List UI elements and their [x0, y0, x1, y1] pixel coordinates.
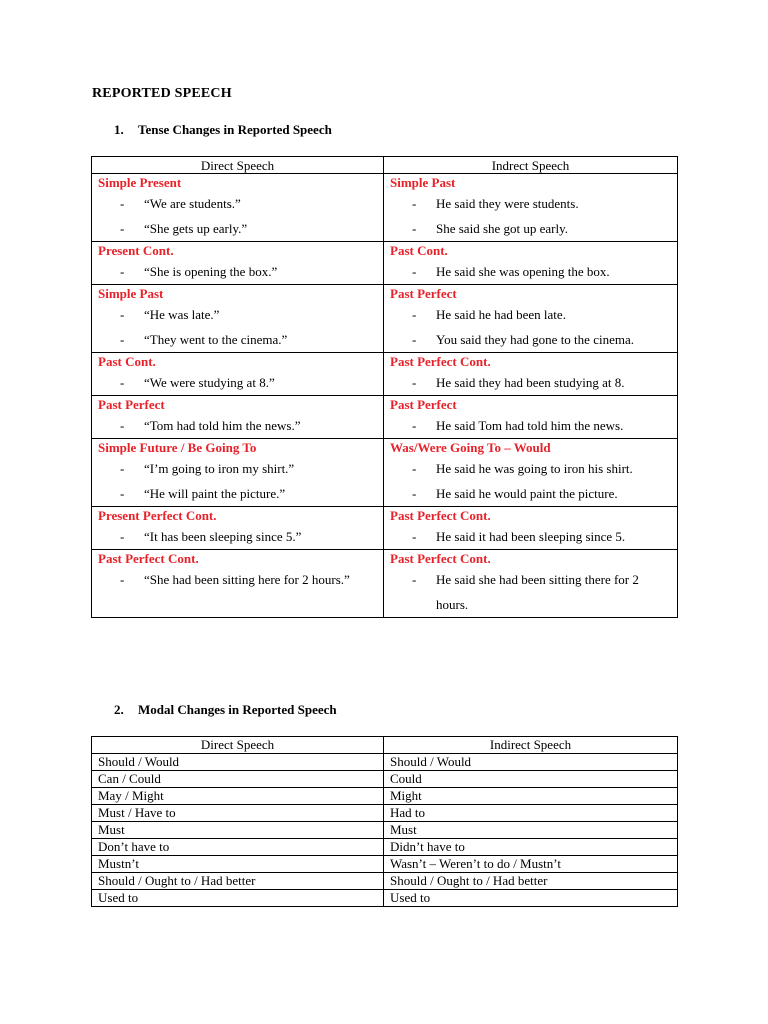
- example-text: He said it had been sleeping since 5.: [436, 529, 626, 544]
- section-2-title: Modal Changes in Reported Speech: [138, 702, 337, 717]
- direct-example-list: [98, 567, 377, 592]
- list-item: [98, 456, 377, 481]
- example-text: You said they had gone to the cinema.: [436, 332, 634, 347]
- section-1-number: 1.: [114, 122, 124, 137]
- bullet-dash: -: [120, 196, 125, 211]
- direct-tense-label: Past Perfect Cont.: [98, 551, 199, 566]
- indirect-tense-label: Past Perfect Cont.: [390, 354, 491, 369]
- example-text: He said he was going to iron his shirt.: [436, 461, 633, 476]
- example-text: “We are students.”: [144, 196, 241, 211]
- example-text: “It has been sleeping since 5.”: [144, 529, 302, 544]
- bullet-dash: -: [412, 486, 417, 501]
- bullet-dash: -: [120, 264, 125, 279]
- indirect-modal-cell: Should / Ought to / Had better: [384, 873, 678, 890]
- table-row: [92, 285, 678, 353]
- bullet-dash: -: [120, 375, 125, 390]
- indirect-example-list: [390, 370, 671, 395]
- direct-tense-label: Present Cont.: [98, 243, 174, 258]
- direct-speech-cell: [92, 174, 384, 242]
- list-item: [98, 413, 377, 438]
- indirect-example-list: [390, 259, 671, 284]
- bullet-dash: -: [412, 264, 417, 279]
- direct-speech-cell: [92, 507, 384, 550]
- list-item: [98, 259, 377, 284]
- direct-modal-cell: May / Might: [92, 788, 384, 805]
- table-row: [92, 771, 678, 788]
- example-text: He said he would paint the picture.: [436, 486, 618, 501]
- direct-example-list: [98, 191, 377, 241]
- list-item: [390, 302, 671, 327]
- indirect-modal-cell: Wasn’t – Weren’t to do / Mustn’t: [384, 856, 678, 873]
- direct-modal-cell: Don’t have to: [92, 839, 384, 856]
- example-text: “I’m going to iron my shirt.”: [144, 461, 295, 476]
- table-row: [92, 550, 678, 618]
- direct-speech-cell: [92, 396, 384, 439]
- table-row: [92, 353, 678, 396]
- direct-modal-cell: Must / Have to: [92, 805, 384, 822]
- section-2-heading: [114, 702, 337, 718]
- bullet-dash: -: [412, 461, 417, 476]
- indirect-modal-cell: Had to: [384, 805, 678, 822]
- table-row: [92, 856, 678, 873]
- list-item: [98, 216, 377, 241]
- direct-speech-cell: [92, 242, 384, 285]
- direct-modal-cell: Can / Could: [92, 771, 384, 788]
- bullet-dash: -: [120, 529, 125, 544]
- direct-example-list: [98, 370, 377, 395]
- example-text: “He was late.”: [144, 307, 220, 322]
- indirect-speech-cell: [384, 396, 678, 439]
- direct-tense-label: Present Perfect Cont.: [98, 508, 217, 523]
- table-row: [92, 805, 678, 822]
- table-row: [92, 754, 678, 771]
- section-1-heading: [114, 122, 332, 138]
- bullet-dash: -: [412, 529, 417, 544]
- list-item: [390, 524, 671, 549]
- direct-modal-cell: Used to: [92, 890, 384, 907]
- bullet-dash: -: [120, 221, 125, 236]
- indirect-modal-cell: Didn’t have to: [384, 839, 678, 856]
- bullet-dash: -: [412, 418, 417, 433]
- indirect-modal-cell: Should / Would: [384, 754, 678, 771]
- indirect-modal-cell: Could: [384, 771, 678, 788]
- indirect-speech-cell: [384, 353, 678, 396]
- indirect-tense-label: Simple Past: [390, 175, 456, 190]
- indirect-speech-cell: [384, 285, 678, 353]
- tense-table-header-row: [92, 157, 678, 174]
- example-text: “Tom had told him the news.”: [144, 418, 301, 433]
- bullet-dash: -: [412, 572, 417, 587]
- indirect-example-list: [390, 413, 671, 438]
- table-row: [92, 439, 678, 507]
- direct-modal-cell: Mustn’t: [92, 856, 384, 873]
- table-row: [92, 822, 678, 839]
- direct-speech-cell: [92, 285, 384, 353]
- indirect-example-list: [390, 456, 671, 506]
- list-item: [390, 456, 671, 481]
- indirect-tense-label: Past Perfect: [390, 286, 457, 301]
- indirect-tense-label: Past Perfect: [390, 397, 457, 412]
- direct-speech-cell: [92, 353, 384, 396]
- list-item: [98, 302, 377, 327]
- direct-modal-cell: Should / Ought to / Had better: [92, 873, 384, 890]
- indirect-modal-cell: Must: [384, 822, 678, 839]
- indirect-speech-cell: [384, 439, 678, 507]
- bullet-dash: -: [120, 572, 125, 587]
- table-row: [92, 396, 678, 439]
- modal-table-header-row: [92, 737, 678, 754]
- list-item: [390, 191, 671, 216]
- bullet-dash: -: [120, 461, 125, 476]
- example-text: “She is opening the box.”: [144, 264, 278, 279]
- indirect-tense-label: Past Perfect Cont.: [390, 508, 491, 523]
- header-indirect-speech: Indrect Speech: [384, 157, 678, 174]
- direct-example-list: [98, 456, 377, 506]
- table-row: [92, 873, 678, 890]
- example-text: He said he had been late.: [436, 307, 566, 322]
- example-text: “He will paint the picture.”: [144, 486, 286, 501]
- indirect-example-list: [390, 302, 671, 352]
- table-row: [92, 839, 678, 856]
- list-item: [98, 567, 377, 592]
- section-2-number: 2.: [114, 702, 124, 717]
- bullet-dash: -: [412, 375, 417, 390]
- modal-changes-table: [91, 736, 678, 907]
- list-item: [390, 259, 671, 284]
- indirect-example-list: [390, 567, 671, 617]
- bullet-dash: -: [412, 332, 417, 347]
- bullet-dash: -: [412, 307, 417, 322]
- tense-changes-table: [91, 156, 678, 618]
- example-text: He said they were students.: [436, 196, 579, 211]
- bullet-dash: -: [412, 221, 417, 236]
- direct-example-list: [98, 413, 377, 438]
- direct-tense-label: Simple Present: [98, 175, 182, 190]
- indirect-modal-cell: Used to: [384, 890, 678, 907]
- list-item: [98, 327, 377, 352]
- direct-speech-cell: [92, 439, 384, 507]
- list-item: [390, 413, 671, 438]
- indirect-tense-label: Was/Were Going To – Would: [390, 440, 551, 455]
- list-item: [390, 327, 671, 352]
- direct-tense-label: Simple Past: [98, 286, 164, 301]
- bullet-dash: -: [412, 196, 417, 211]
- list-item: [98, 481, 377, 506]
- list-item: [390, 216, 671, 241]
- indirect-modal-cell: Might: [384, 788, 678, 805]
- header-indirect-speech: Indirect Speech: [384, 737, 678, 754]
- example-text: “They went to the cinema.”: [144, 332, 288, 347]
- example-text: He said she was opening the box.: [436, 264, 610, 279]
- direct-speech-cell: [92, 550, 384, 618]
- table-row: [92, 788, 678, 805]
- direct-example-list: [98, 259, 377, 284]
- list-item: [98, 370, 377, 395]
- example-text: He said she had been sitting there for 2 hours.: [436, 572, 639, 612]
- list-item: [98, 524, 377, 549]
- example-text: “She gets up early.”: [144, 221, 248, 236]
- bullet-dash: -: [120, 418, 125, 433]
- table-row: [92, 890, 678, 907]
- example-text: He said Tom had told him the news.: [436, 418, 624, 433]
- direct-tense-label: Past Cont.: [98, 354, 156, 369]
- table-row: [92, 242, 678, 285]
- indirect-example-list: [390, 191, 671, 241]
- example-text: She said she got up early.: [436, 221, 569, 236]
- table-row: [92, 507, 678, 550]
- bullet-dash: -: [120, 307, 125, 322]
- indirect-example-list: [390, 524, 671, 549]
- section-1-title: Tense Changes in Reported Speech: [138, 122, 332, 137]
- list-item: [98, 191, 377, 216]
- direct-example-list: [98, 302, 377, 352]
- indirect-speech-cell: [384, 174, 678, 242]
- page-title: REPORTED SPEECH: [92, 86, 232, 101]
- indirect-speech-cell: [384, 242, 678, 285]
- direct-modal-cell: Must: [92, 822, 384, 839]
- bullet-dash: -: [120, 332, 125, 347]
- indirect-tense-label: Past Cont.: [390, 243, 448, 258]
- bullet-dash: -: [120, 486, 125, 501]
- list-item: [390, 567, 671, 617]
- list-item: [390, 481, 671, 506]
- direct-tense-label: Simple Future / Be Going To: [98, 440, 257, 455]
- direct-modal-cell: Should / Would: [92, 754, 384, 771]
- direct-tense-label: Past Perfect: [98, 397, 165, 412]
- table-row: [92, 174, 678, 242]
- direct-example-list: [98, 524, 377, 549]
- example-text: “She had been sitting here for 2 hours.”: [144, 572, 350, 587]
- example-text: He said they had been studying at 8.: [436, 375, 625, 390]
- indirect-speech-cell: [384, 507, 678, 550]
- header-direct-speech: Direct Speech: [92, 157, 384, 174]
- list-item: [390, 370, 671, 395]
- header-direct-speech: Direct Speech: [92, 737, 384, 754]
- indirect-tense-label: Past Perfect Cont.: [390, 551, 491, 566]
- example-text: “We were studying at 8.”: [144, 375, 275, 390]
- indirect-speech-cell: [384, 550, 678, 618]
